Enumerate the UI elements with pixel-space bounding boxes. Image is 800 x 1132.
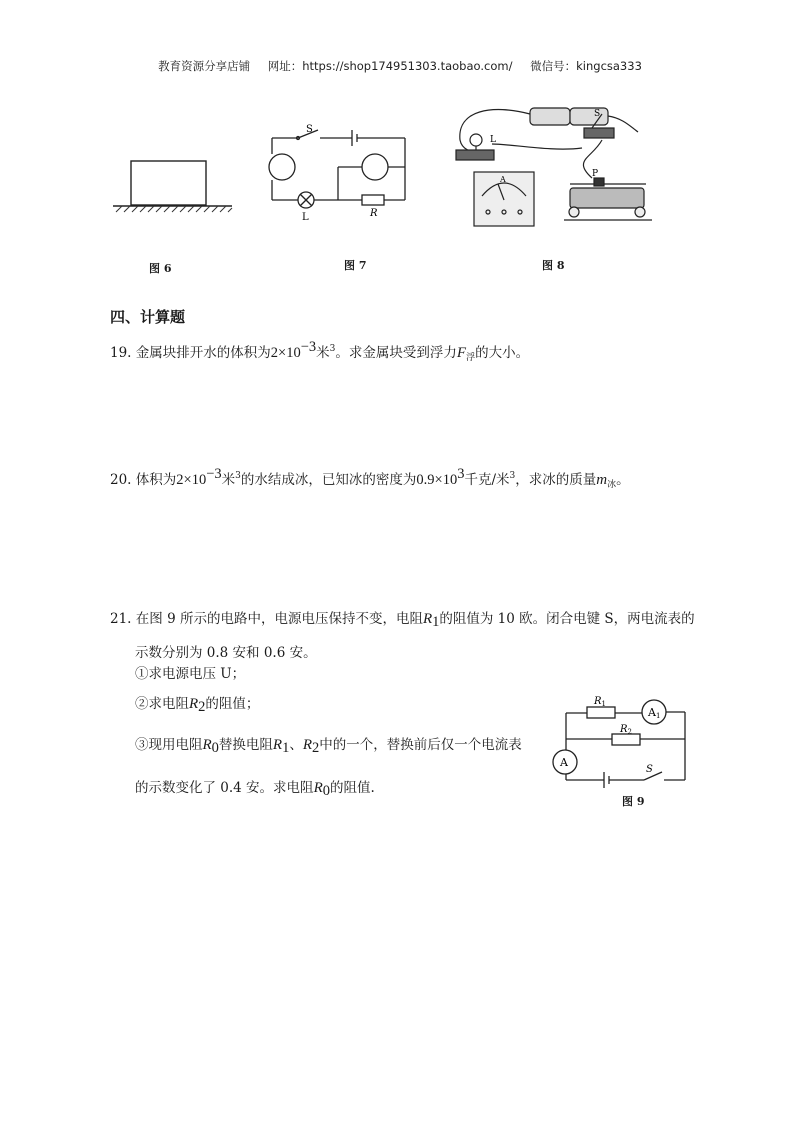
wechat-id: 微信号：kingcsa333 [530,59,642,73]
figure-8-apparatus [452,100,662,240]
fig9-r1-label: $R_1$ [594,696,606,708]
fig7-resistor-label: R [370,208,378,219]
question-21-part-1: ①求电源电压 U； [135,666,246,682]
shop-name: 教育资源分享店铺 [158,59,251,73]
shop-url[interactable]: 网址：https://shop174951303.taobao.com/ [267,59,513,73]
q21-number: 21. [110,611,132,627]
fig8-switch-label: S [594,109,601,119]
question-19: 19. 金属块排开水的体积为$2\times 10^{-3}$米$^3$。求金属块受到浮力$F_浮$的大小。 [110,339,530,363]
fig8-rheostat-label: P [592,169,599,179]
figure-8-caption: 图 8 [542,259,565,272]
fig9-r2-label: $R_2$ [620,724,632,736]
fig9-a1-label: A1 [648,706,661,720]
fig7-switch-label: S [306,124,313,135]
fig9-switch-label: S [646,764,653,775]
question-21-line-2: 示数分别为 0.8 安和 0.6 安。 [135,645,317,661]
figure-9-caption: 图 9 [622,795,645,808]
fig8-lamp-label: L [490,135,496,145]
question-21-part-3: ③现用电阻$R_0$替换电阻$R_1$、$R_2$中的一个，替换前后仅一个电流表 [135,737,522,756]
figure-7-circuit [262,122,412,222]
question-21-part-3-cont: 的示数变化了 0.4 安。求电阻$R_0$的阻值. [135,780,375,799]
fig8-meter-label: A [500,175,506,184]
section-title: 四、计算题 [110,308,186,326]
figure-6-caption: 图 6 [149,262,172,275]
question-21-part-2: ②求电阻$R_2$的阻值； [135,696,260,715]
q19-number: 19. [110,345,132,361]
figure-6-diagram [110,150,240,220]
question-21-line-1: 21. 在图 9 所示的电路中，电源电压保持不变，电阻$R_1$的阻值为 10 欧。闭合电键 S，两电流表的 [110,611,695,630]
page-header [0,58,800,74]
fig9-a-label: A [560,756,568,769]
question-20: 20. 体积为$2\times 10^{-3}$米$^3$的水结成冰，已知冰的密度为$0.9\times 10^3$千克/米$^3$，求冰的质量$m_冰$。 [110,466,630,490]
q20-number: 20. [110,472,132,488]
figure-7-caption: 图 7 [344,259,367,272]
fig7-lamp-label: L [302,212,309,222]
figure-9-circuit [552,688,692,788]
